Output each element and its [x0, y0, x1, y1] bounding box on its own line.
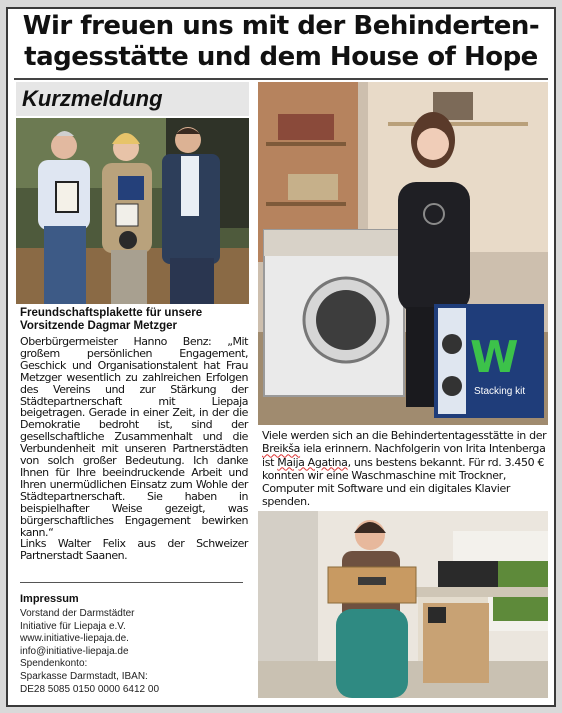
article2-name: Maija Agatina — [277, 455, 348, 469]
box-label: Stacking kit — [474, 386, 526, 397]
headline-line-2: tagesstätte und dem House of Hope — [24, 42, 538, 72]
impressum-title: Impressum — [20, 593, 79, 605]
impressum-block — [20, 608, 250, 696]
headline-divider — [14, 78, 548, 80]
award-photo — [16, 118, 249, 304]
article1-subtitle: Freundschaftsplakette für unsere Vorsitzende Dagmar Metzger — [20, 307, 203, 332]
section-label: Kurzmeldung — [16, 82, 249, 116]
article2-body — [262, 429, 548, 509]
article1-text: Oberbürgermeister Hanno Benz: „Mit großem persönlichen Engagement, Geschick und Organisationstalent hat Frau Metzger wesentlich zu zahlreichen Erfolgen des Vereins und zur Stärkung der Städtepartnerschaft mit Liepaja beigetragen. Gerade in einer Zeit, in der die Demokratie bedroht ist, sind der gesellschaftliche Zusammenhalt und die Verbundenheit mit unseren Partnerstädten von solch großer Bedeutung. Ich danke Ihnen für Ihre beeindruckende Arbeit und Ihren unermüdlichen Einsatz zum Wohle der Städtepartnerschaft. Sie haben in beispielhafter Weise gezeigt, was bürgerschaftliches Engagement bewirken kann.“ — [20, 335, 248, 539]
article2-text-part: , uns bestens bekannt. Für rd. 3.450 € konnten wir eine Waschmaschine mit Trockner, Computer mit Software und ein digitales Klavier spenden. — [262, 455, 545, 509]
article1-caption: Links Walter Felix aus der Schweizer Partnerstadt Saanen. — [20, 537, 248, 563]
headline — [8, 11, 554, 73]
impressum-line: Spendenkonto: — [20, 658, 88, 670]
washing-machine-photo — [258, 82, 548, 425]
article2-text-part: Viele werden sich an die Behindertentagesstätte in der — [262, 429, 547, 442]
impressum-iban: DE28 5085 0150 0000 6412 00 — [20, 683, 160, 695]
impressum-rule — [20, 582, 243, 583]
article2-text-part: iela erinnern. Nachfolgerin von Irita Intenberga ist — [262, 442, 546, 469]
laptop-donation-photo — [258, 511, 548, 698]
article2-text — [262, 429, 548, 509]
impressum-line: Vorstand der Darmstädter — [20, 608, 135, 619]
newsletter-page — [6, 7, 556, 707]
article1-body — [20, 336, 248, 562]
box-brand: W — [470, 332, 519, 383]
headline-line-1: Wir freuen uns mit der Behinderten- — [22, 11, 540, 41]
impressum-line: Sparkasse Darmstadt, IBAN: — [20, 670, 148, 682]
impressum-email[interactable]: info@initiative-liepaja.de — [20, 645, 129, 657]
impressum-line: Initiative für Liepaja e.V. — [20, 620, 126, 632]
impressum-website[interactable]: www.initiative-liepaja.de. — [20, 633, 129, 645]
article2-place: Breikša — [262, 442, 301, 456]
